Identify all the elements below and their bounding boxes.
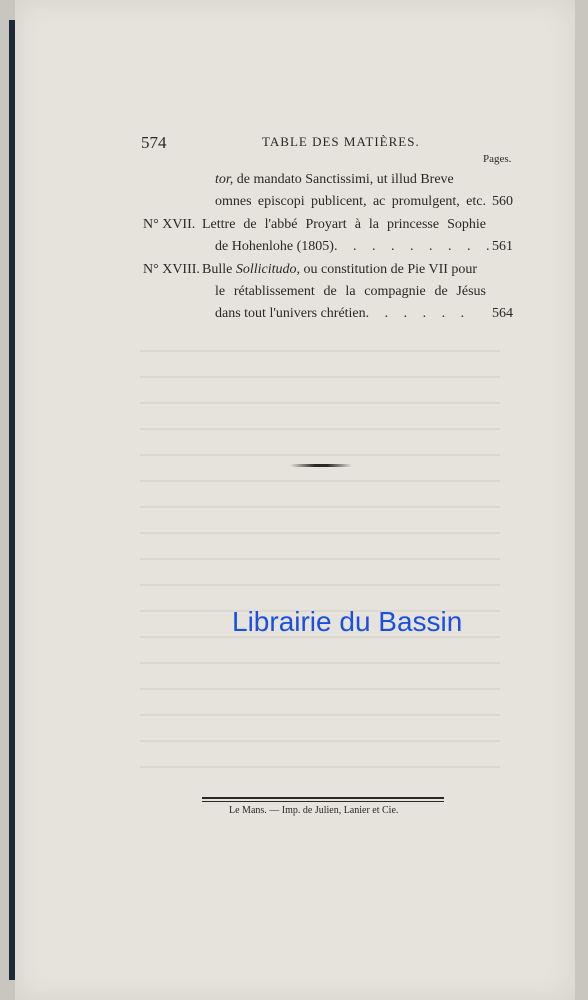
entry-line: le rétablissement de la compagnie de Jésus bbox=[215, 284, 486, 299]
entry-page-number: 561 bbox=[492, 239, 513, 254]
entry-page-number: 564 bbox=[492, 306, 513, 321]
entry-line: Lettre de l'abbé Proyart à la princesse Sophie bbox=[202, 217, 486, 232]
running-title: TABLE DES MATIÈRES. bbox=[262, 134, 420, 149]
printer-imprint: Le Mans. — Imp. de Julien, Lanier et Cie. bbox=[229, 805, 399, 816]
footer-rule-thin bbox=[202, 801, 444, 802]
entry-line: de Hohenlohe (1805). . . . . . . . . bbox=[215, 239, 496, 254]
entry-line: omnes episcopi publicent, ac promulgent, etc. bbox=[215, 194, 486, 209]
watermark-text: Librairie du Bassin bbox=[232, 606, 463, 637]
entry-number: N° XVII. bbox=[143, 217, 196, 232]
section-ornament bbox=[290, 464, 352, 467]
bleed-through-texture bbox=[140, 350, 500, 770]
entry-number: N° XVIII. bbox=[143, 262, 200, 277]
entry-page-number: 560 bbox=[492, 194, 513, 209]
entry-line: tor, de mandato Sanctissimi, ut illud Breve bbox=[215, 172, 454, 187]
footer-rule bbox=[202, 797, 444, 799]
page-number: 574 bbox=[141, 133, 167, 152]
entry-line: dans tout l'univers chrétien. . . . . . bbox=[215, 306, 471, 321]
entry-line: Bulle Sollicitudo, ou constitution de Pie VII pour bbox=[202, 262, 478, 277]
pages-column-label: Pages. bbox=[483, 153, 512, 165]
